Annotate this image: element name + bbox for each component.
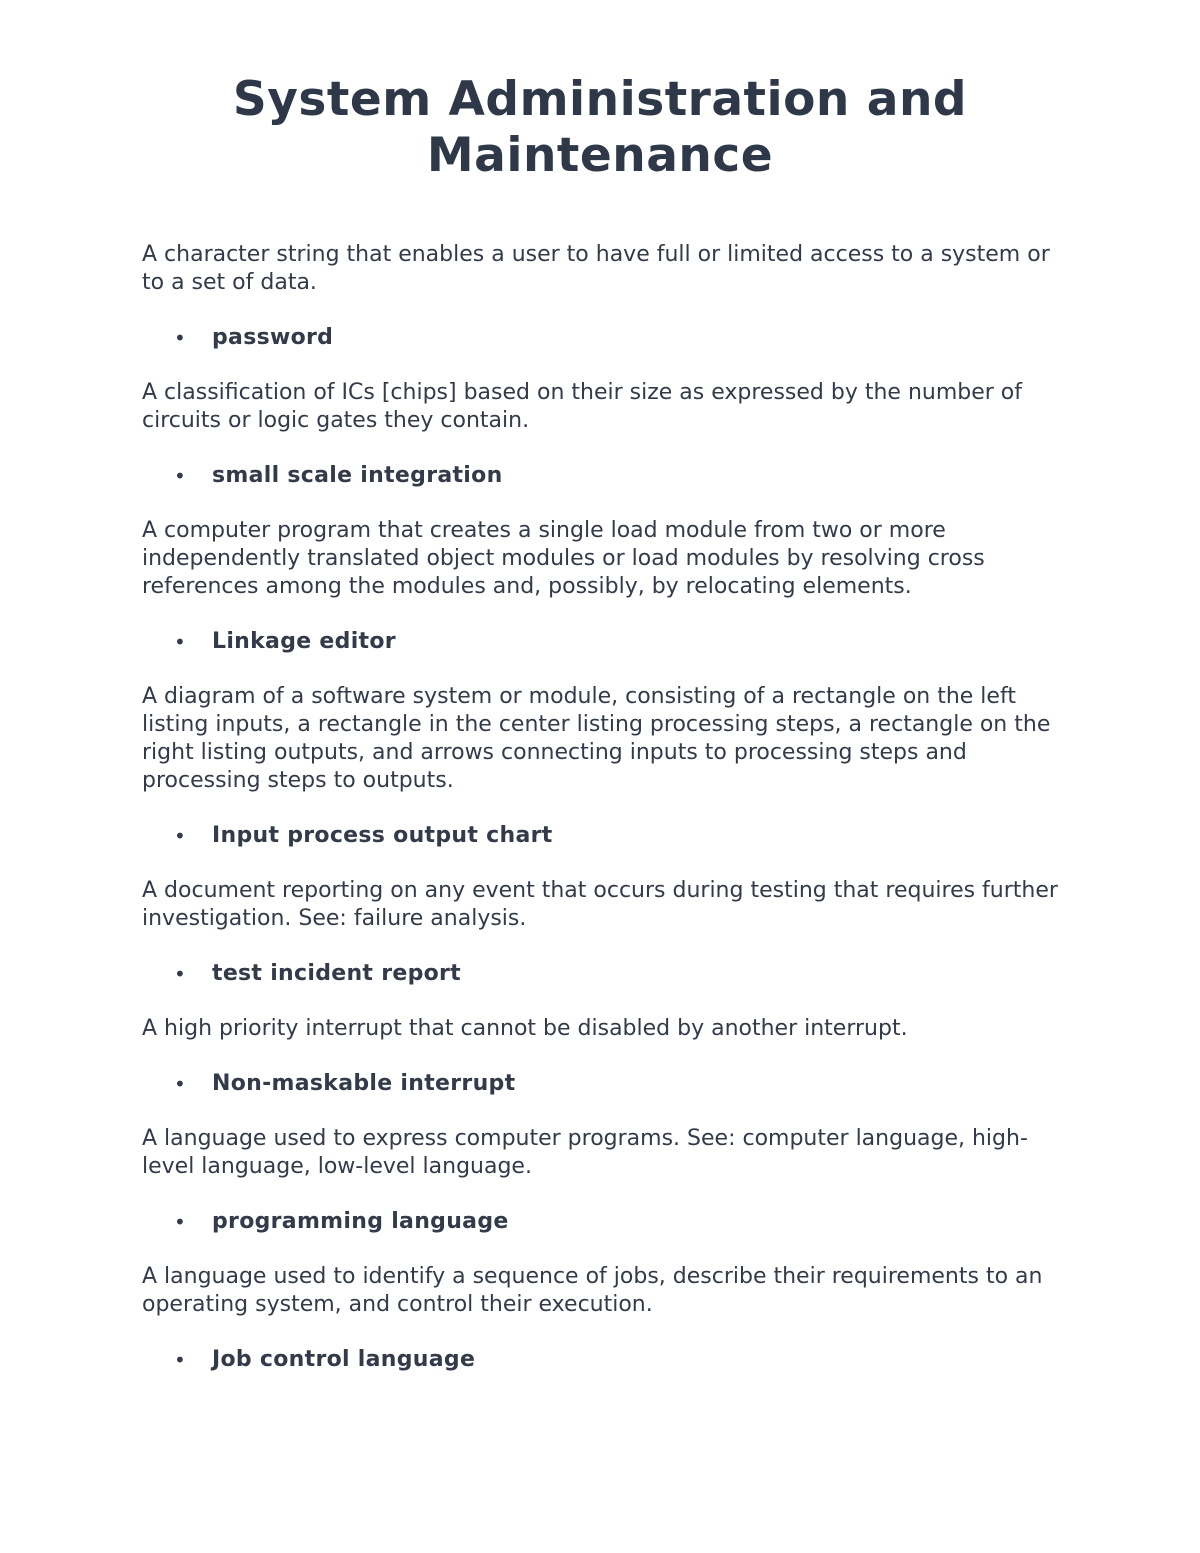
term-list-item bbox=[142, 1208, 1072, 1236]
bullet-icon: • bbox=[174, 962, 186, 986]
term-list-item bbox=[142, 324, 1072, 352]
term-list-item bbox=[142, 1346, 1072, 1374]
bullet-icon: • bbox=[174, 1210, 186, 1234]
entry-definition: A character string that enables a user to have full or limited access to a system or to a set of data. bbox=[142, 242, 1050, 295]
term-list-item bbox=[142, 462, 1072, 490]
entry-definition: A computer program that creates a single load module from two or more independently translated object modules or load modules by resolving cross references among the modules and, possibly, by relocating elements. bbox=[142, 518, 985, 599]
entry-term: Input process output chart bbox=[212, 823, 553, 848]
term-list-item bbox=[142, 628, 1072, 656]
bullet-icon: • bbox=[174, 464, 186, 488]
entry-definition: A high priority interrupt that cannot be disabled by another interrupt. bbox=[142, 1016, 908, 1041]
entry-term: password bbox=[212, 325, 334, 350]
entry-definition: A language used to express computer programs. See: computer language, high-level language, low-level language. bbox=[142, 1126, 1028, 1179]
entry-definition: A classification of ICs [chips] based on their size as expressed by the number of circuits or logic gates they contain. bbox=[142, 380, 1022, 433]
entry-definition: A language used to identify a sequence of jobs, describe their requirements to an operating system, and control their execution. bbox=[142, 1264, 1043, 1317]
document-title: System Administration and Maintenance bbox=[232, 72, 968, 183]
glossary-entry bbox=[142, 241, 1072, 352]
entry-term: small scale integration bbox=[212, 463, 503, 488]
entry-term: test incident report bbox=[212, 961, 461, 986]
entry-definition: A document reporting on any event that occurs during testing that requires further investigation. See: failure analysis. bbox=[142, 878, 1058, 931]
glossary-entry bbox=[142, 1125, 1072, 1236]
glossary-entry bbox=[142, 517, 1072, 656]
glossary-entries bbox=[142, 241, 1072, 1401]
glossary-entry bbox=[142, 1015, 1072, 1098]
bullet-icon: • bbox=[174, 824, 186, 848]
glossary-entry bbox=[142, 1263, 1072, 1374]
glossary-entry bbox=[142, 379, 1072, 490]
entry-definition: A diagram of a software system or module, consisting of a rectangle on the left listing inputs, a rectangle in the center listing processing steps, a rectangle on the right listing outputs, and arrows connecting inputs to processing steps and processing steps to outputs. bbox=[142, 684, 1051, 793]
glossary-entry bbox=[142, 877, 1072, 988]
entry-term: programming language bbox=[212, 1209, 509, 1234]
entry-term: Linkage editor bbox=[212, 629, 396, 654]
term-list-item bbox=[142, 960, 1072, 988]
bullet-icon: • bbox=[174, 630, 186, 654]
bullet-icon: • bbox=[174, 1348, 186, 1372]
term-list-item bbox=[142, 822, 1072, 850]
glossary-entry bbox=[142, 683, 1072, 850]
bullet-icon: • bbox=[174, 1072, 186, 1096]
bullet-icon: • bbox=[174, 326, 186, 350]
term-list-item bbox=[142, 1070, 1072, 1098]
entry-term: Non-maskable interrupt bbox=[212, 1071, 516, 1096]
entry-term: Job control language bbox=[212, 1347, 476, 1372]
